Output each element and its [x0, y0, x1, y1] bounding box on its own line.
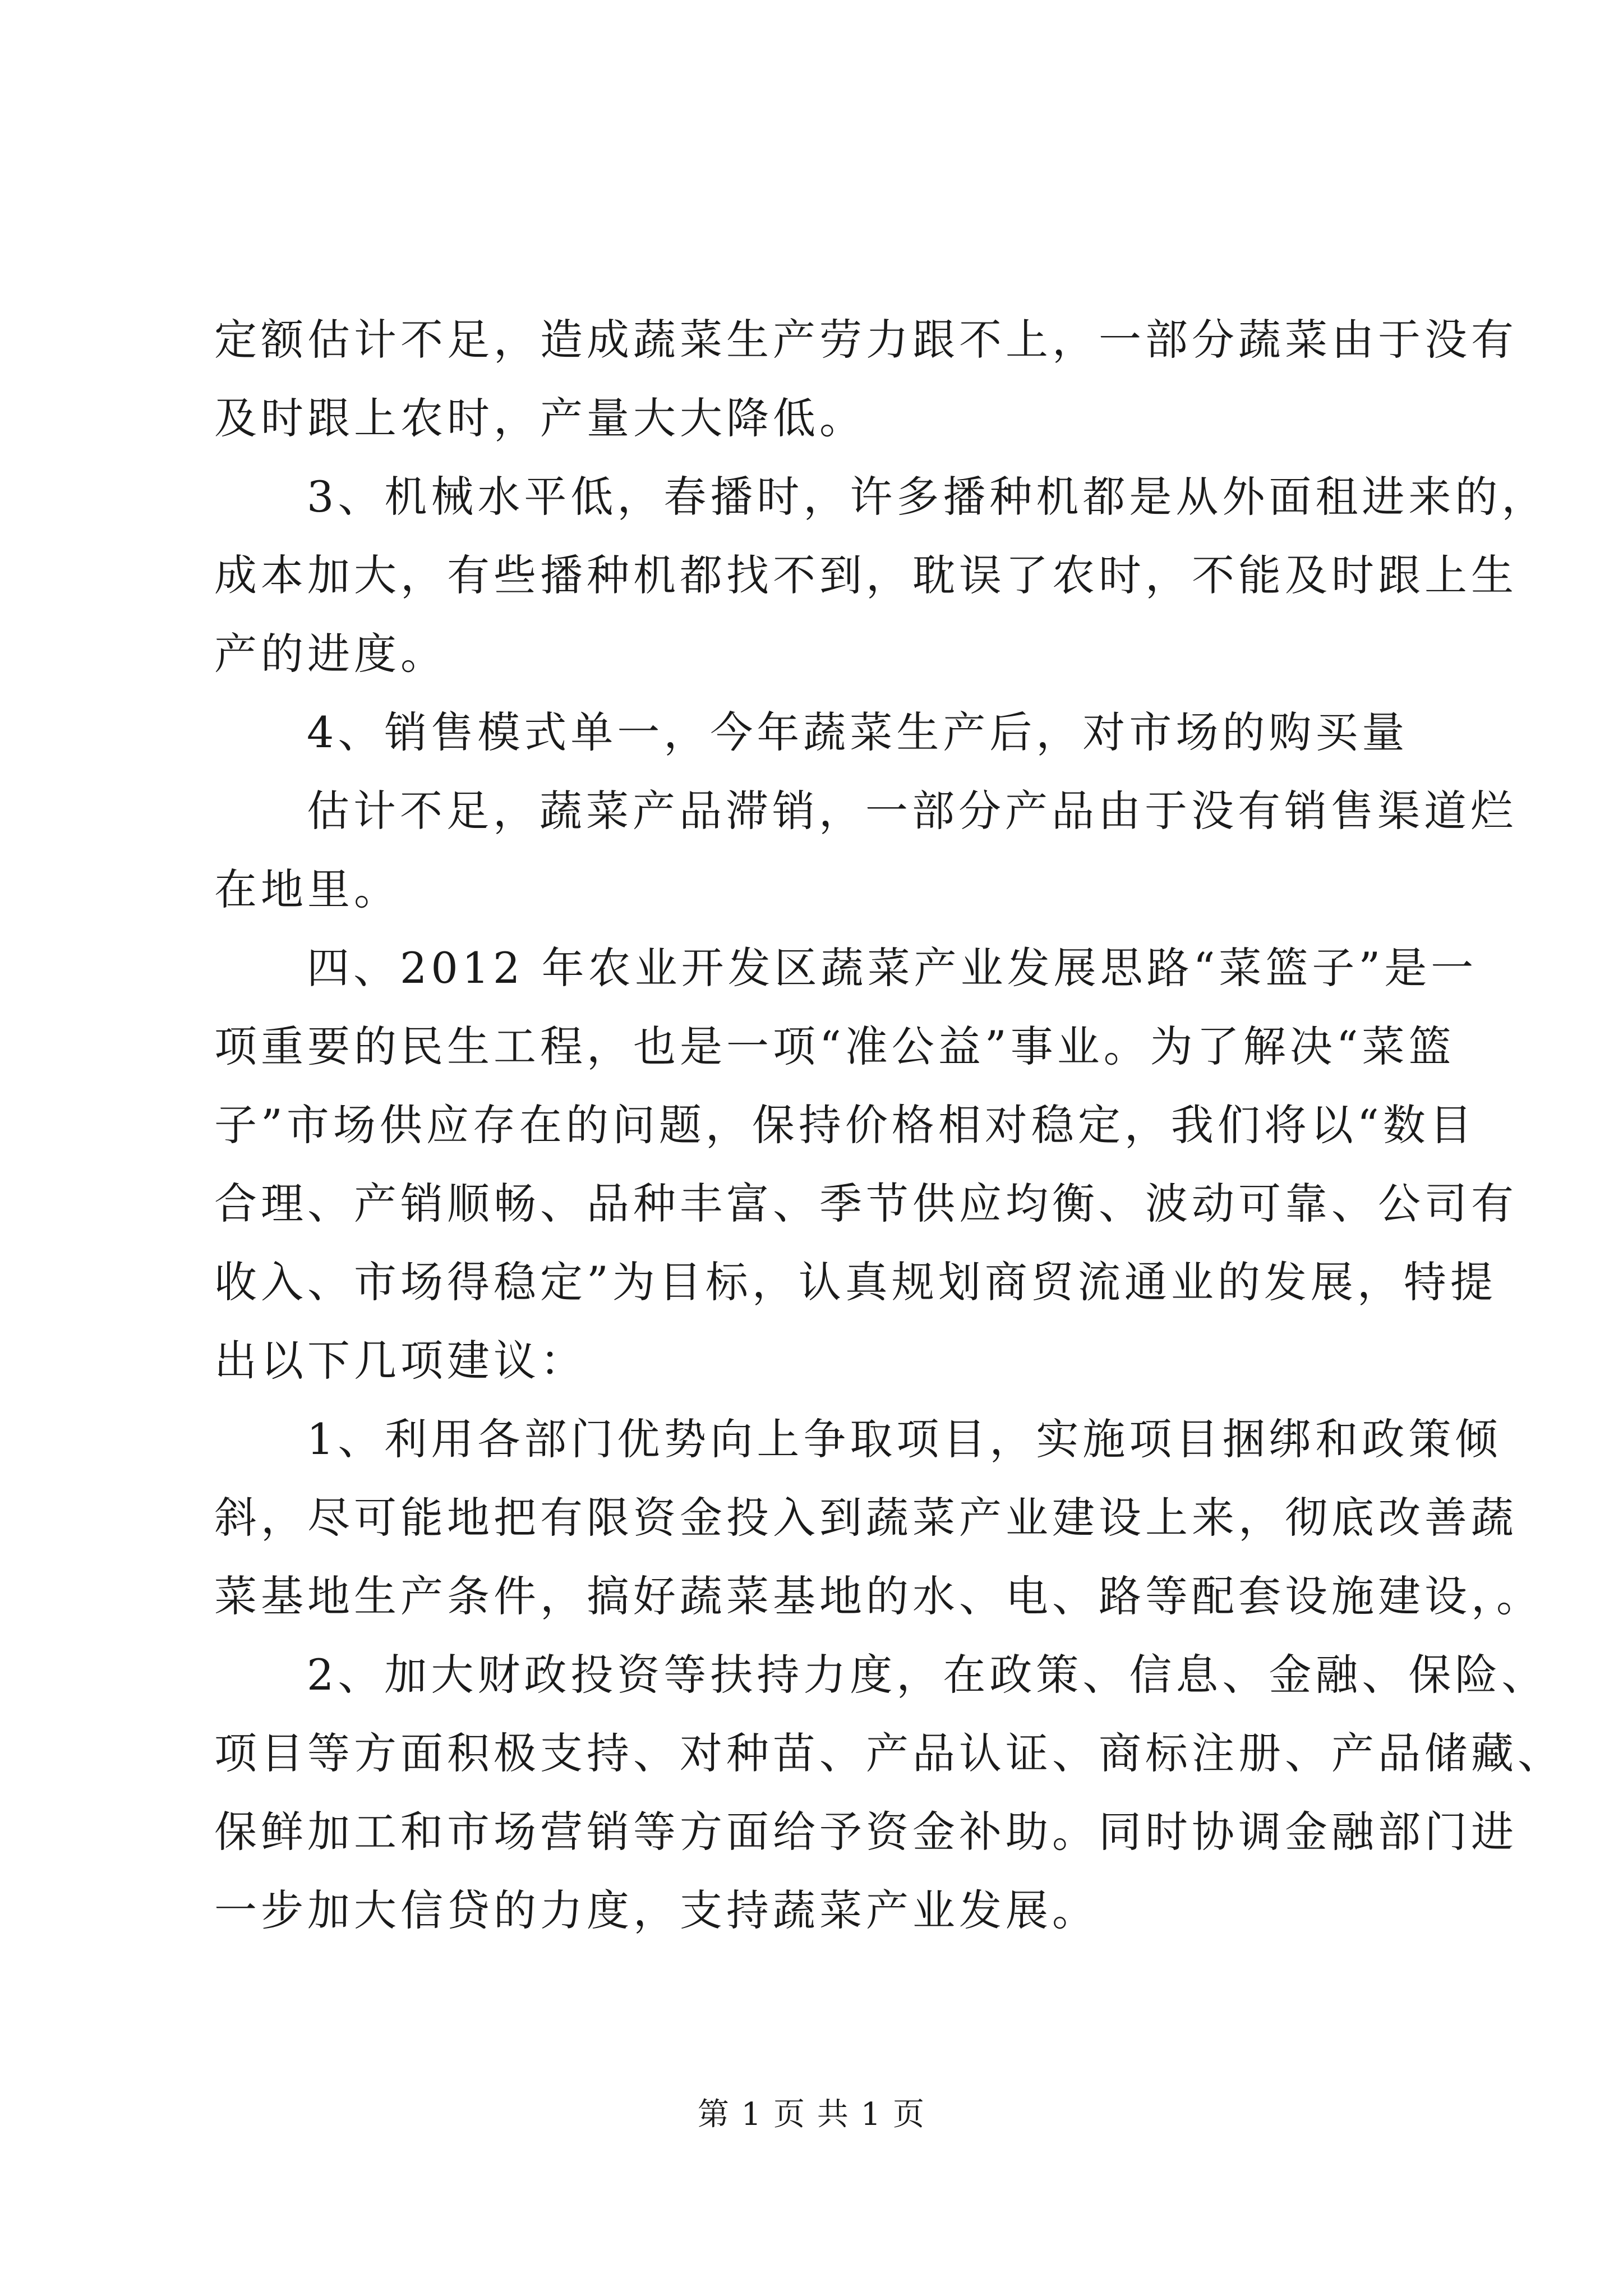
body-line: 在地里。: [214, 864, 400, 914]
body-line: 成本加大，有些播种机都找不到，耽误了农时，不能及时跟上生: [214, 550, 1518, 600]
body-line: 项目等方面积极支持、对种苗、产品认证、商标注册、产品储藏、: [214, 1728, 1564, 1778]
body-line: 及时跟上农时，产量大大降低。: [214, 393, 866, 443]
body-line: 一步加大信贷的力度，支持蔬菜产业发展。: [214, 1885, 1099, 1935]
body-line: 斜，尽可能地把有限资金投入到蔬菜产业建设上来，彻底改善蔬: [214, 1493, 1518, 1543]
body-line: 合理、产销顺畅、品种丰富、季节供应均衡、波动可靠、公司有: [214, 1179, 1518, 1228]
page-footer: 第 1 页 共 1 页: [697, 2096, 926, 2133]
body-line: 定额估计不足，造成蔬菜生产劳力跟不上，一部分蔬菜由于没有: [214, 315, 1518, 365]
body-line: 2、加大财政投资等扶持力度，在政策、信息、金融、保险、: [307, 1650, 1548, 1700]
body-line: 出以下几项建议：: [214, 1336, 587, 1386]
body-line: 收入、市场得稳定”为目标，认真规划商贸流通业的发展，特提: [214, 1257, 1497, 1307]
body-line: 四、2012 年农业开发区蔬菜产业发展思路“菜篮子”是一: [307, 943, 1478, 993]
body-line: 产的进度。: [214, 629, 447, 679]
body-line: 4、销售模式单一，今年蔬菜生产后，对市场的购买量: [307, 707, 1409, 757]
body-line: 3、机械水平低，春播时，许多播种机都是从外面租进来的，: [307, 472, 1548, 522]
body-line: 1、利用各部门优势向上争取项目，实施项目捆绑和政策倾: [307, 1414, 1502, 1464]
body-line: 估计不足，蔬菜产品滞销，一部分产品由于没有销售渠道烂: [307, 786, 1517, 836]
body-line: 保鲜加工和市场营销等方面给予资金补助。同时协调金融部门进: [214, 1807, 1518, 1857]
body-line: 菜基地生产条件，搞好蔬菜基地的水、电、路等配套设施建设，。: [214, 1571, 1543, 1621]
body-line: 项重要的民生工程，也是一项“准公益”事业。为了解决“菜篮: [214, 1022, 1455, 1071]
body-line: 子”市场供应存在的问题，保持价格相对稳定，我们将以“数目: [214, 1100, 1476, 1150]
